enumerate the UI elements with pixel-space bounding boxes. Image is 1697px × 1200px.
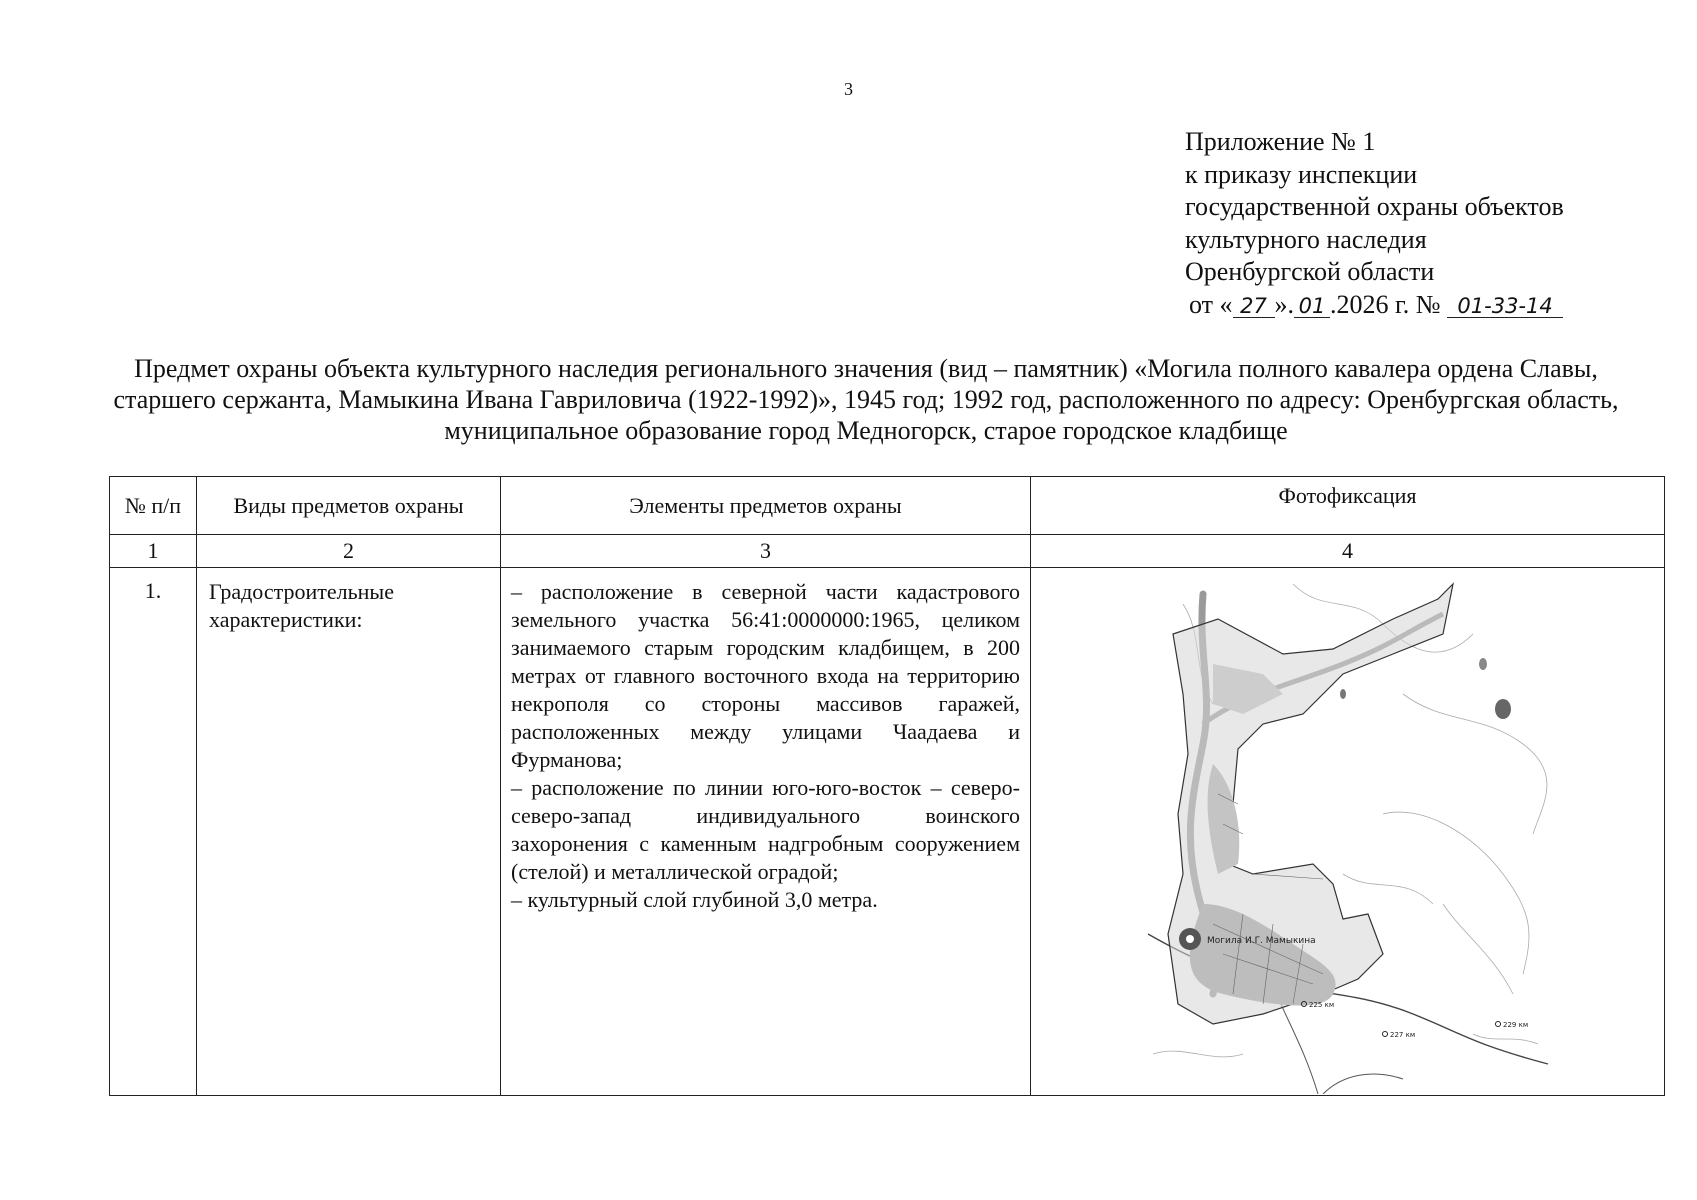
row-number: 1. [110, 568, 197, 1096]
appendix-date-line [1189, 289, 1564, 322]
date-prefix: от « [1189, 289, 1233, 319]
header-types: Виды предметов охраны [197, 477, 501, 535]
row-elements [501, 568, 1031, 1096]
map-km-label: 225 км [1308, 1001, 1334, 1009]
date-year: .2026 г. № [1330, 289, 1441, 319]
column-number: 4 [1031, 535, 1665, 568]
photo-cell [1031, 568, 1665, 1096]
element-paragraph: – культурный слой глубиной 3,0 метра. [511, 887, 878, 912]
column-number: 3 [501, 535, 1031, 568]
handwritten-order-number: 01-33-14 [1447, 295, 1563, 318]
handwritten-month: 01 [1294, 295, 1330, 318]
map-lake [1479, 658, 1487, 670]
map-marker-label: Могила И.Г. Мамыкина [1206, 936, 1316, 946]
appendix-line: культурного наследия [1185, 224, 1427, 254]
appendix-line: государственной охраны объектов [1185, 192, 1564, 221]
table-header-row [110, 477, 1665, 535]
element-paragraph: – расположение по линии юго-юго-восток – северо-северо-запад индивидуального воинского захоронения с каменным надгробным сооружением (стелой) и металлической оградой; [511, 775, 1020, 884]
protection-table [109, 476, 1665, 1096]
header-elements: Элементы предметов охраны [501, 477, 1031, 535]
header-num: № п/п [110, 477, 197, 535]
appendix-line: Оренбургской области [1185, 257, 1435, 286]
km-post-icon [1382, 1032, 1387, 1037]
page-number: 3 [844, 79, 853, 99]
date-mid: ». [1274, 289, 1295, 319]
location-map [1143, 574, 1553, 1094]
appendix-line: Приложение № 1 [1185, 127, 1376, 156]
column-number-row [110, 535, 1665, 568]
element-paragraph: – расположение в северной части кадастрового земельного участка 56:41:0000000:1965, целиком занимаемого старым городским кладбищем, в 200 метрах от главного восточного входа на территорию некрополя со стороны массивов гаражей, расположенных между улицами Чаадаева и Фурманова; [511, 579, 1020, 772]
handwritten-day: 27 [1233, 295, 1275, 318]
map-lake [1340, 689, 1346, 699]
map-road [1323, 1074, 1403, 1094]
km-post-icon [1495, 1022, 1500, 1027]
map-km-label: 227 км [1389, 1031, 1415, 1039]
appendix-block [1185, 126, 1564, 321]
map-lake [1495, 699, 1511, 719]
document-title: Предмет охраны объекта культурного наследия регионального значения (вид – памятник) «Могила полного кавалера ордена Славы, старшего сержанта, Мамыкина Ивана Гавриловича (1922-1992)», 1945 год; 1992 год, расположенного по адресу: Оренбургская область, муниципальное образование город Медногорск, старое городское кладбище [113, 354, 1619, 445]
grave-marker [1179, 928, 1201, 950]
map-km-label: 229 км [1502, 1021, 1528, 1029]
column-number: 1 [110, 535, 197, 568]
table-row [110, 568, 1665, 1096]
row-type: Градостроительные характеристики: [197, 568, 501, 1096]
column-number: 2 [197, 535, 501, 568]
header-photo: Фотофиксация [1031, 477, 1665, 535]
appendix-line: к приказу инспекции [1185, 159, 1418, 189]
